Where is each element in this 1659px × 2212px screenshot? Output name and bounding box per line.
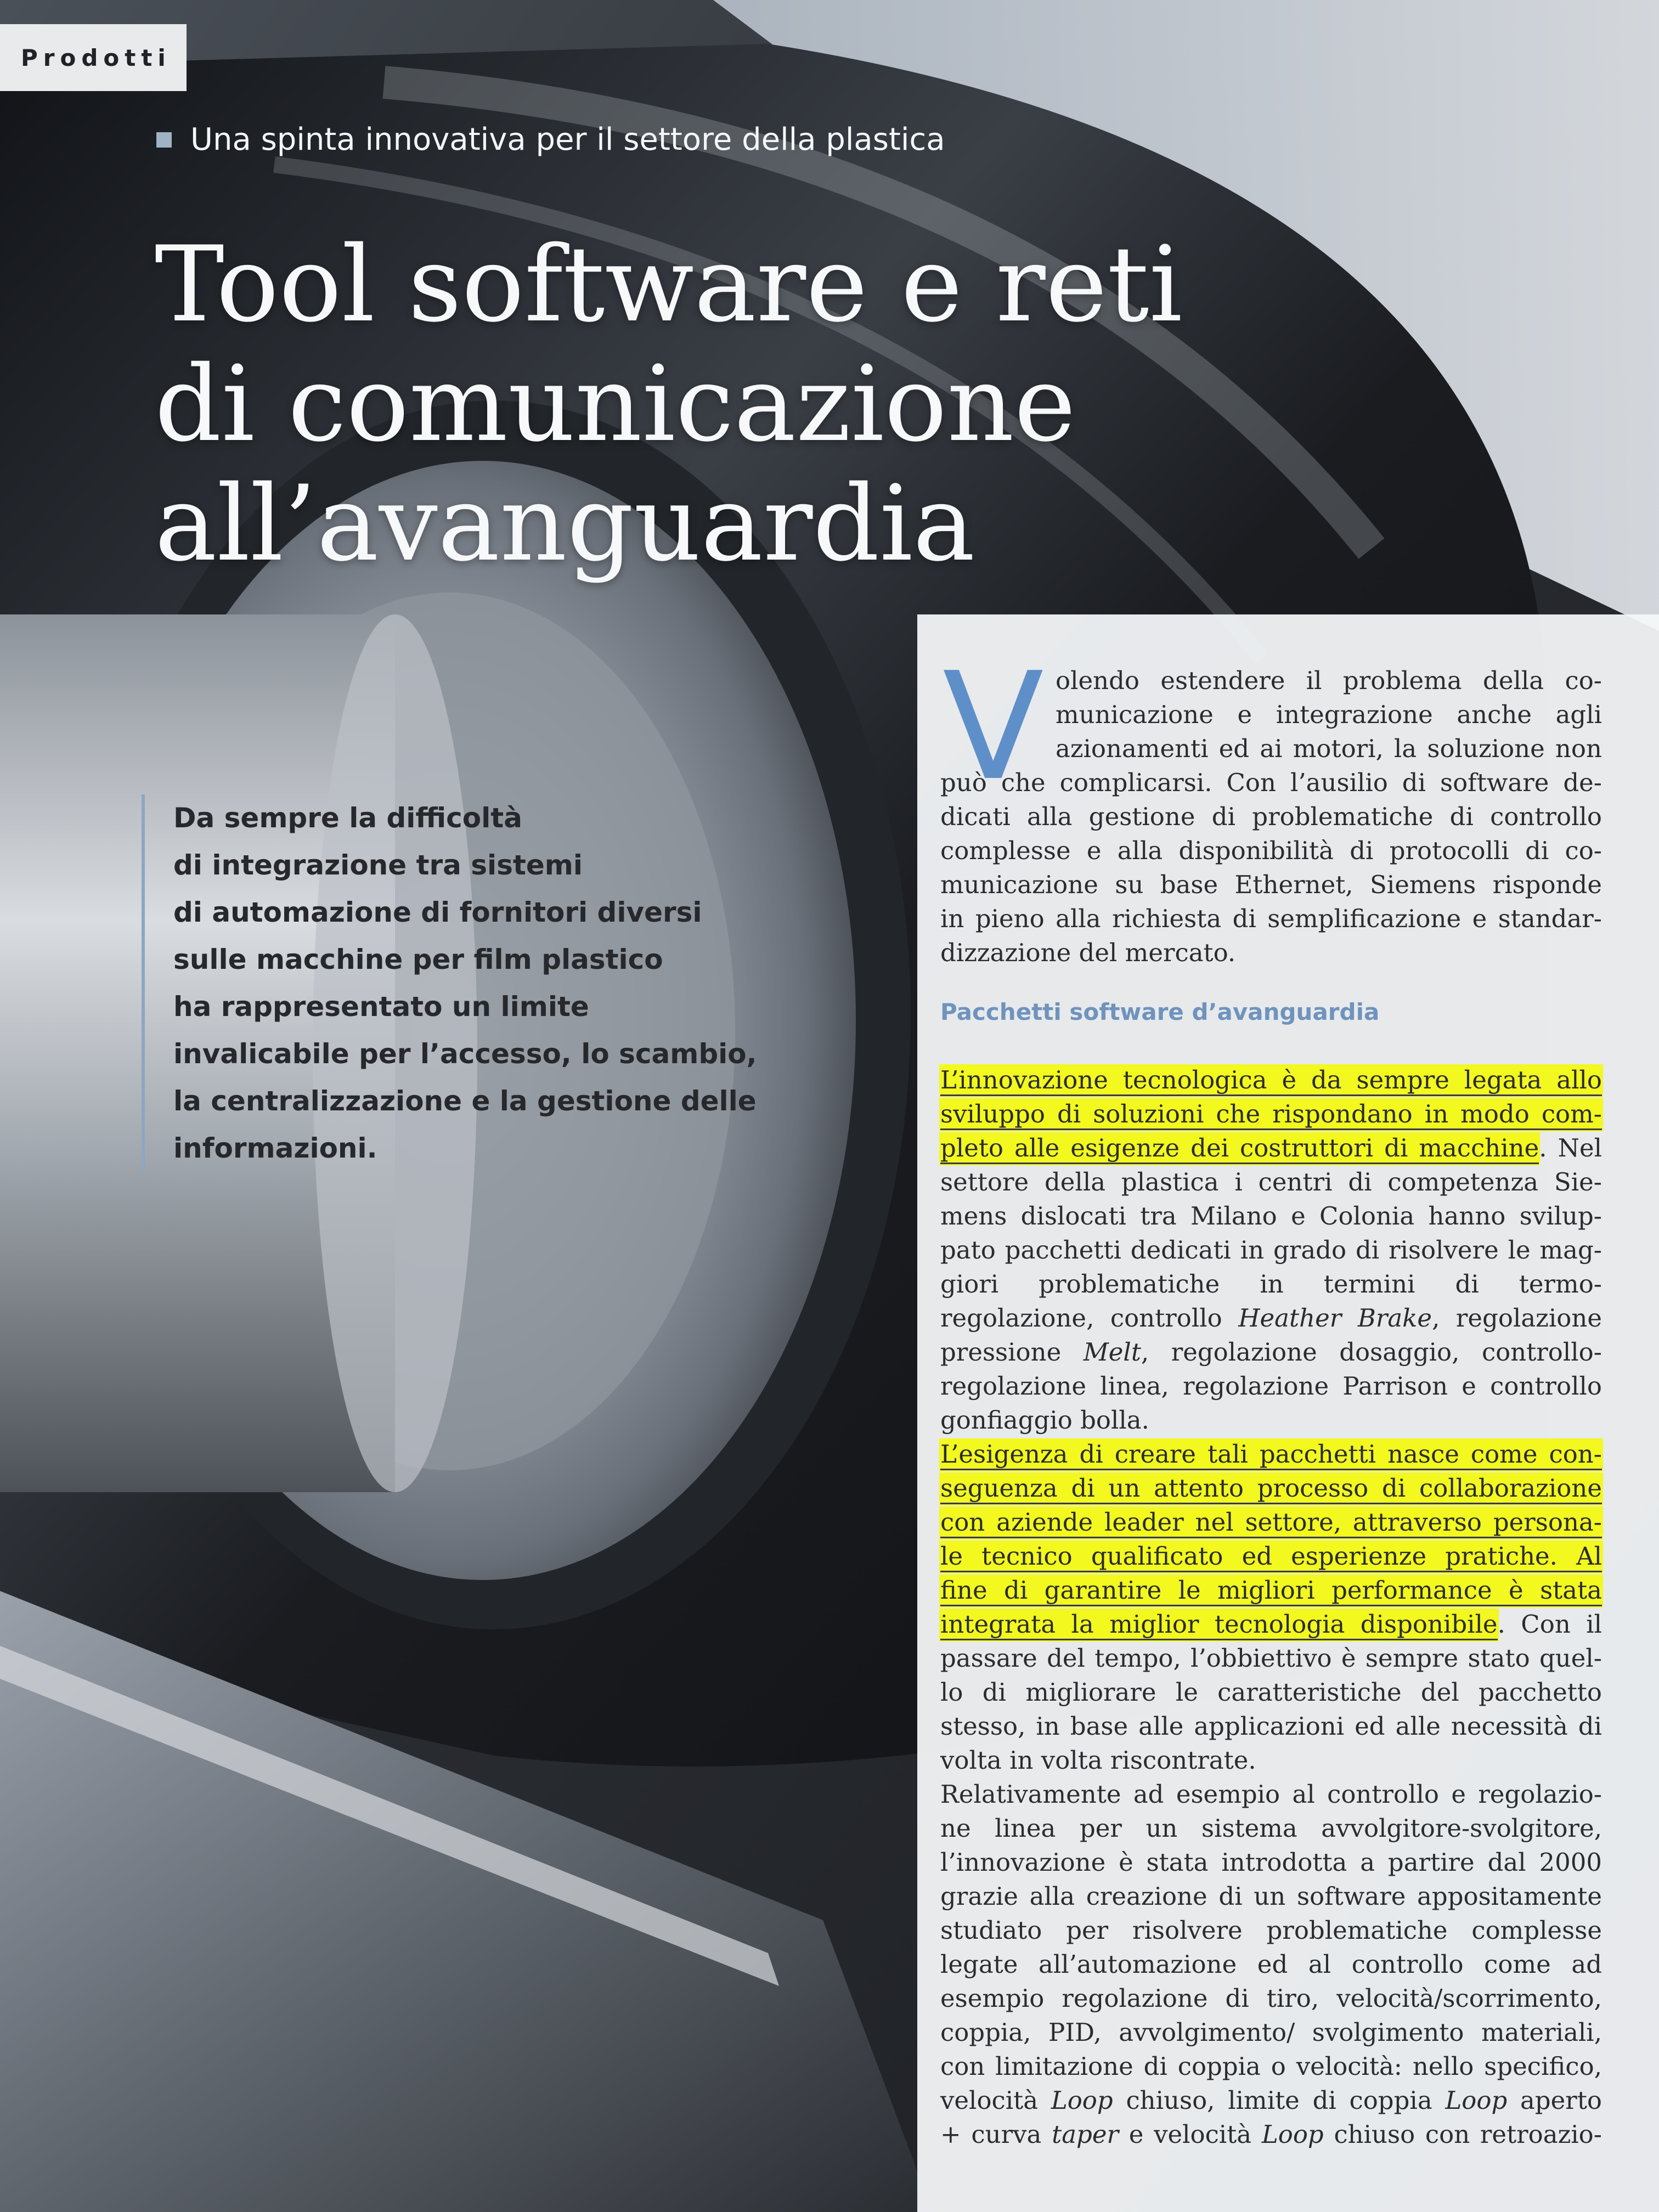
body-line-highlighted (940, 1607, 1602, 1641)
body-text-run: , regolazione (1432, 1304, 1602, 1333)
italic-term: taper (1052, 2120, 1119, 2149)
highlighted-text: con aziende leader nel settore, attraverso persona- (940, 1508, 1602, 1538)
square-bullet-icon (156, 132, 172, 148)
headline (155, 225, 1252, 584)
body-text-run: + curva (940, 2120, 1052, 2149)
body-line: dicati alla gestione di problematiche di controllo (940, 802, 1602, 831)
highlighted-text: integrata la miglior tecnologia disponibile (940, 1610, 1498, 1640)
body-line: grazie alla creazione di un software appositamente (940, 1882, 1602, 1911)
body-line: studiato per risolvere problematiche complesse (940, 1916, 1602, 1945)
highlighted-text: fine di garantire le migliori performance è stata (940, 1576, 1602, 1606)
body-text-run: chiuso con retroazio- (1323, 2120, 1602, 2149)
body-line (940, 2084, 1602, 2118)
italic-term: Loop (1261, 2120, 1324, 2149)
italic-term: Loop (1051, 2086, 1113, 2115)
body-line-highlighted (940, 1063, 1602, 1097)
highlighted-text: le tecnico qualificato ed esperienze pratiche. Al (940, 1542, 1602, 1572)
italic-term: Melt (1083, 1338, 1141, 1367)
body-line: con limitazione di coppia o velocità: nello specifico, (940, 2052, 1602, 2081)
body-line: mens dislocati tra Milano e Colonia hanno svilup- (940, 1201, 1602, 1231)
body-line-highlighted (940, 1539, 1602, 1573)
body-line: passare del tempo, l’obbiettivo è sempre stato quel- (940, 1644, 1602, 1673)
body-line: esempio regolazione di tiro, velocità/scorrimento, (940, 1984, 1602, 2013)
body-line: volta in volta riscontrate. (940, 1746, 1256, 1775)
headline-line: di comunicazione (155, 343, 1076, 465)
headline-line: Tool software e reti (155, 224, 1183, 345)
body-line: ne linea per un sistema avvolgitore-svolgitore, (940, 1814, 1602, 1843)
body-line: dizzazione del mercato. (940, 938, 1236, 967)
lead-line: sulle macchine per film plastico (173, 944, 663, 975)
highlighted-text: seguenza di un attento processo di collaborazione (940, 1474, 1602, 1504)
body-line: legate all’automazione ed al controllo come ad (940, 1950, 1602, 1979)
body-line: municazione su base Ethernet, Siemens risponde (940, 870, 1602, 899)
body-text-run: pressione (940, 1338, 1084, 1367)
highlighted-text: pleto alle esigenze dei costruttori di macchine (940, 1133, 1539, 1164)
drop-cap: V (943, 640, 1044, 813)
highlighted-text: L’innovazione tecnologica è da sempre legata allo (940, 1065, 1602, 1096)
body-line: lo di migliorare le caratteristiche del pacchetto (940, 1678, 1602, 1707)
body-line-highlighted (940, 1437, 1602, 1471)
body-text-run: chiuso, limite di coppia (1113, 2086, 1446, 2115)
lead-line: di automazione di fornitori diversi (173, 896, 702, 928)
lead-line: di integrazione tra sistemi (173, 849, 583, 881)
body-line: può che complicarsi. Con l’ausilio di software de- (940, 768, 1602, 797)
lead-line: informazioni. (173, 1132, 377, 1164)
kicker (156, 122, 979, 157)
lead-line: la centralizzazione e la gestione delle (173, 1085, 757, 1117)
lead-paragraph (142, 794, 804, 1172)
italic-term: Loop (1445, 2086, 1508, 2115)
body-text-run: e velocità (1118, 2120, 1262, 2149)
body-line: gonfiaggio bolla. (940, 1406, 1149, 1435)
body-line (940, 1335, 1602, 1369)
body-text-run: . Nel (1539, 1133, 1602, 1163)
body-line-highlighted (940, 1131, 1602, 1165)
section-tab: Prodotti (0, 24, 187, 91)
body-line: regolazione linea, regolazione Parrison e controllo (940, 1372, 1602, 1401)
body-line: olendo estendere il problema della co- (1056, 666, 1602, 695)
headline-line: all’avanguardia (155, 463, 975, 584)
lead-line: invalicabile per l’accesso, lo scambio, (173, 1038, 757, 1070)
body-text-run: aperto (1507, 2086, 1602, 2115)
body-line-highlighted (940, 1097, 1602, 1131)
body-line: pato pacchetti dedicati in grado di risolvere le mag- (940, 1235, 1602, 1265)
body-line (940, 2118, 1602, 2152)
kicker-text: Una spinta innovativa per il settore della plastica (190, 122, 945, 157)
body-line: in pieno alla richiesta di semplificazione e standar- (940, 904, 1602, 933)
body-text-run: . Con il (1497, 1610, 1602, 1639)
lead-line: ha rappresentato un limite (173, 991, 589, 1023)
article-body (940, 664, 1602, 2152)
body-line: complesse e alla disponibilità di protocolli di co- (940, 836, 1602, 865)
body-text-run: , regolazione dosaggio, controllo- (1141, 1338, 1602, 1367)
body-line (940, 1301, 1602, 1335)
body-text-run: regolazione, controllo (940, 1304, 1239, 1333)
body-line: giori problematiche in termini di termo- (940, 1269, 1602, 1299)
body-line-highlighted (940, 1471, 1602, 1505)
body-line: Relativamente ad esempio al controllo e regolazio- (940, 1780, 1602, 1809)
lead-line: Da sempre la difficoltà (173, 802, 522, 834)
subheading: Pacchetti software d’avanguardia (940, 998, 1380, 1025)
body-line: settore della plastica i centri di competenza Sie- (940, 1167, 1602, 1197)
body-line-highlighted (940, 1505, 1602, 1539)
body-text-run: velocità (940, 2086, 1051, 2115)
body-line-highlighted (940, 1573, 1602, 1607)
body-line: azionamenti ed ai motori, la soluzione non (1056, 734, 1602, 763)
body-line: stesso, in base alle applicazioni ed alle necessità di (940, 1712, 1602, 1741)
highlighted-text: L’esigenza di creare tali pacchetti nasce come con- (940, 1440, 1602, 1470)
body-line: municazione e integrazione anche agli (1056, 700, 1602, 729)
highlighted-text: sviluppo di soluzioni che rispondano in modo com- (940, 1099, 1602, 1130)
italic-term: Heather Brake (1238, 1304, 1432, 1333)
body-line: l’innovazione è stata introdotta a partire dal 2000 (940, 1848, 1602, 1877)
body-line: coppia, PID, avvolgimento/ svolgimento materiali, (940, 2018, 1602, 2047)
